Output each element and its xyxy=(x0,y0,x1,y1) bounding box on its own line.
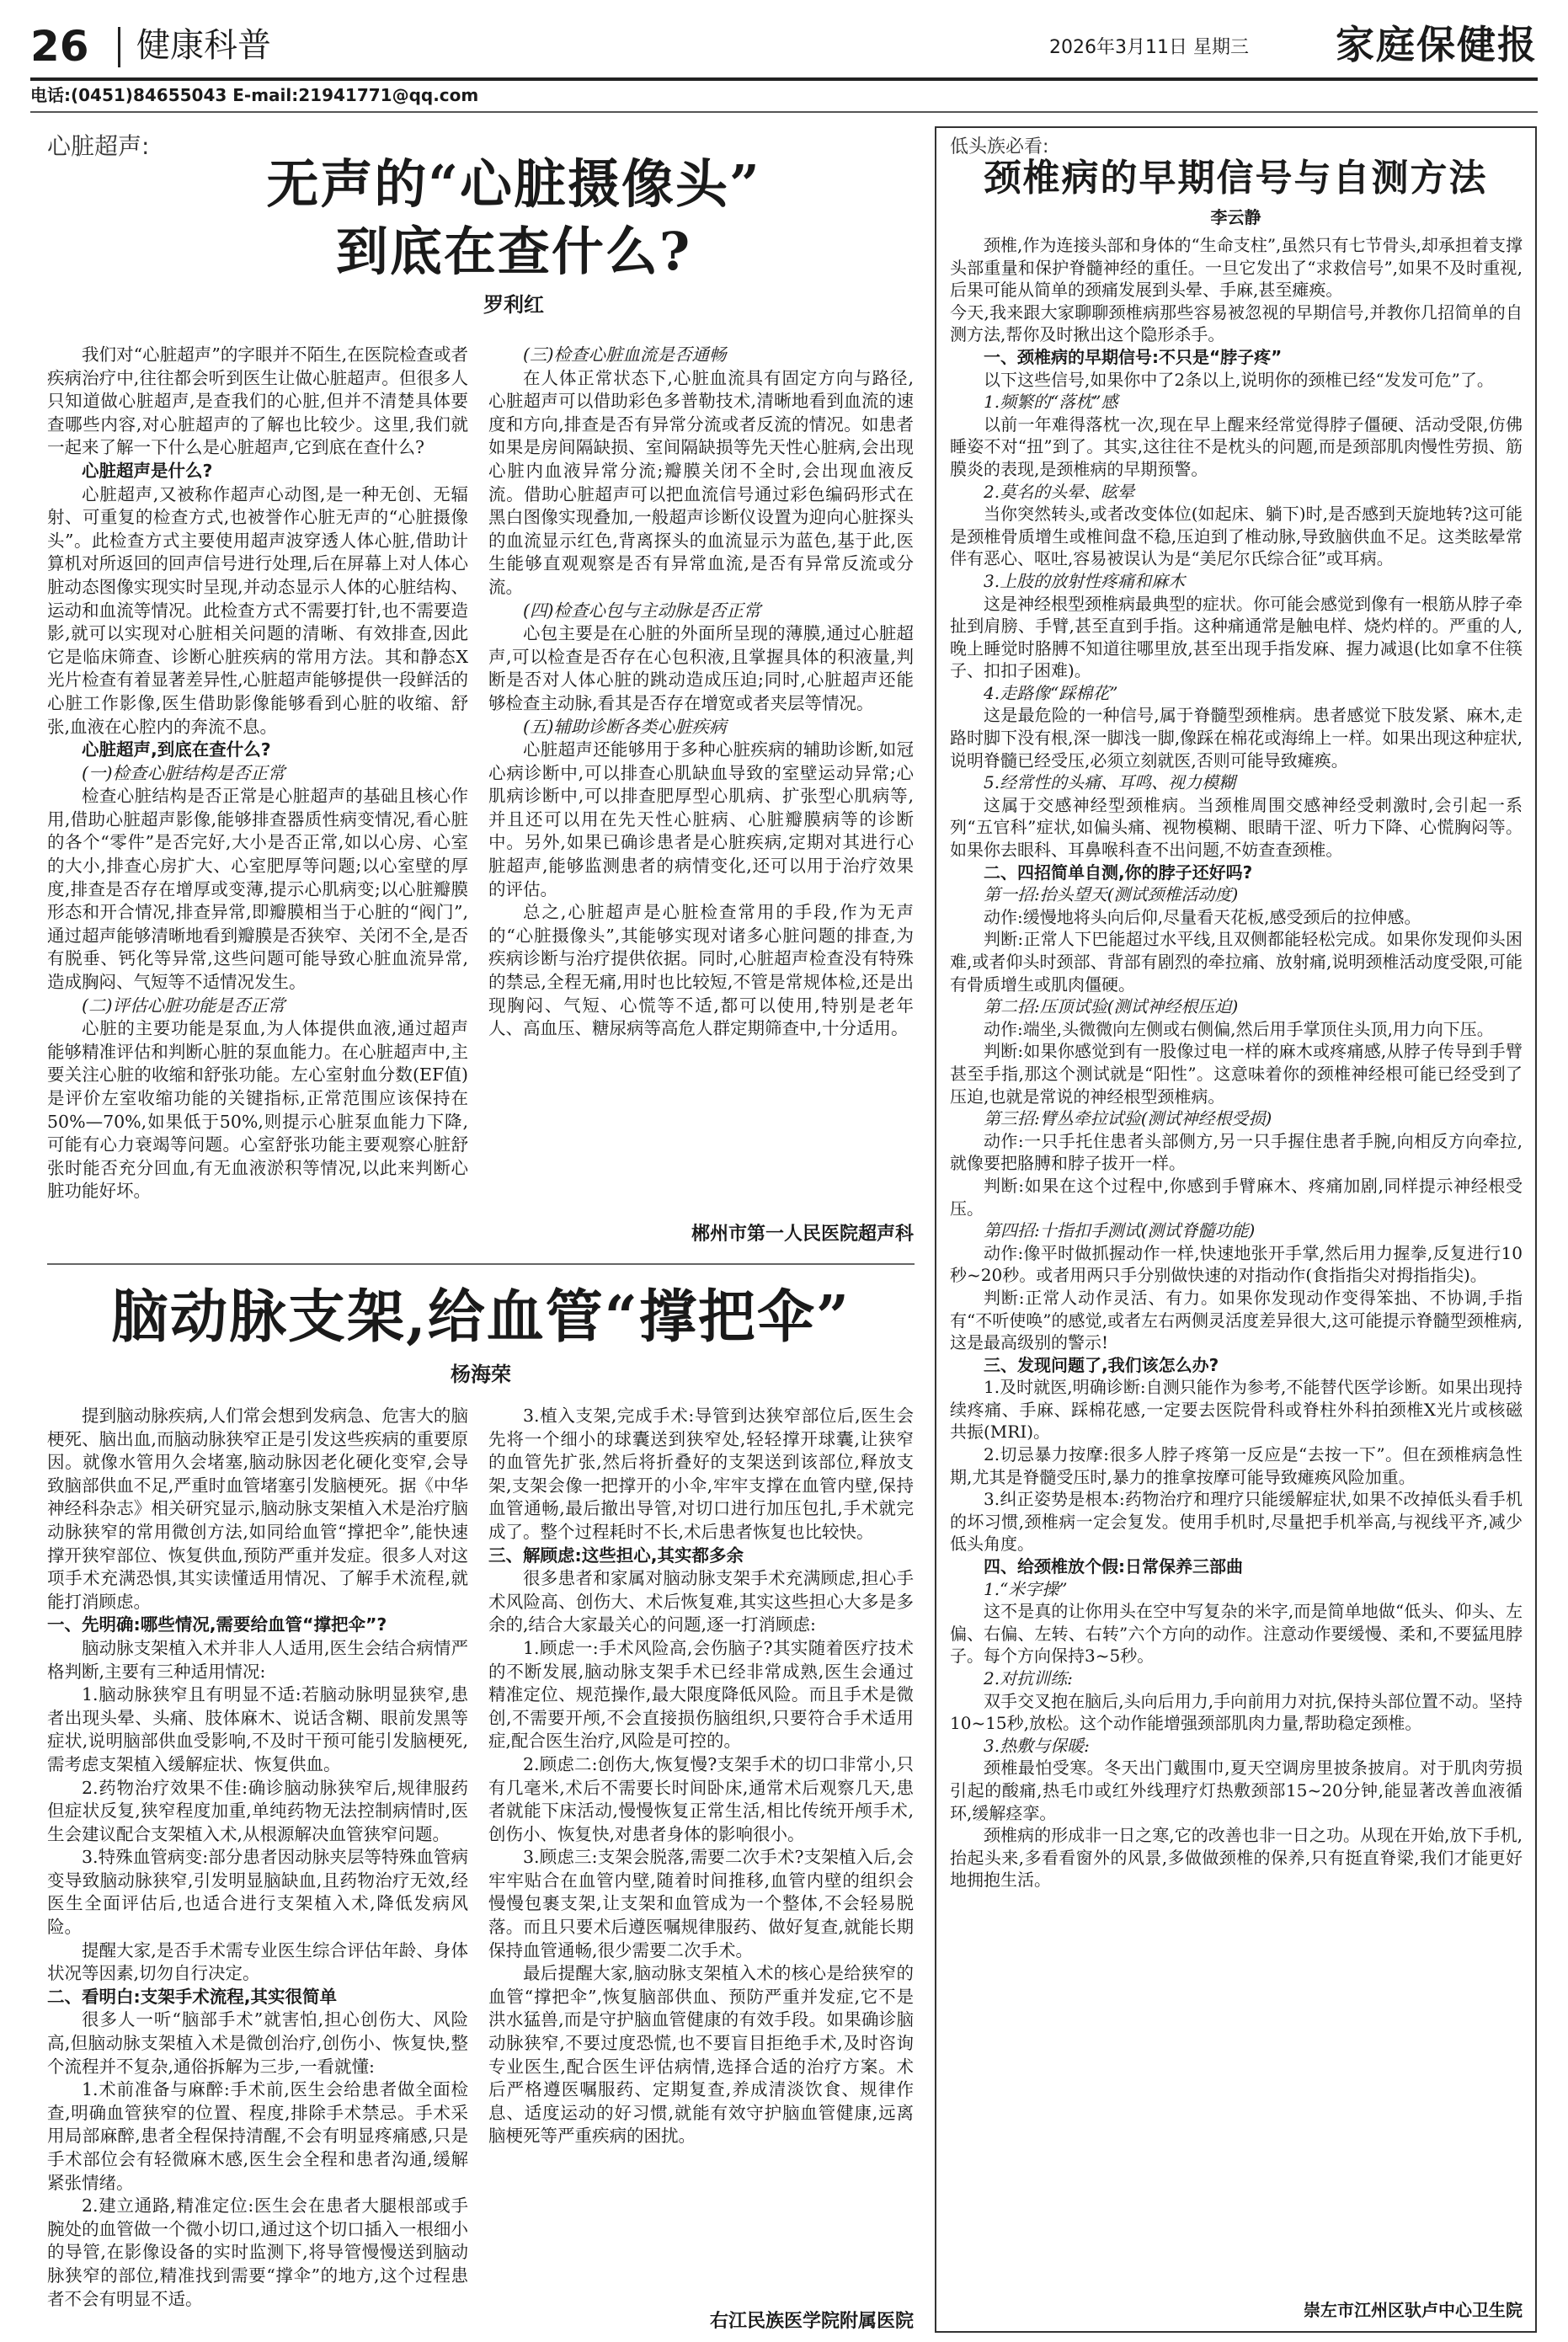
article3-title: 颈椎病的早期信号与自测方法 xyxy=(984,157,1488,200)
subsection-title: 3.上肢的放射性疼痛和麻木 xyxy=(984,570,1186,591)
subsection-title: (五)辅助诊断各类心脏疾病 xyxy=(523,716,727,737)
paragraph: 以前一年难得落枕一次,现在早上醒来经常觉得脖子僵硬、活动受限,仿佛睡姿不对“扭”到了。其实,这往往不是枕头的问题,而是颈部肌肉慢性劳损、筋膜炎的表现,是颈椎病的早期预警。 xyxy=(950,413,1523,479)
paragraph: 颈椎病的形成非一日之寒,它的改善也非一日之功。从现在开始,放下手机,抬起头来,多看看窗外的风景,多做做颈椎的保养,只有挺直脊梁,我们才能更好地拥抱生活。 xyxy=(950,1825,1523,1891)
header-divider xyxy=(118,27,120,67)
subheading: 二、看明白:支架手术流程,其实很简单 xyxy=(47,1986,337,2007)
paragraph: 提到脑动脉疾病,人们常会想到发病急、危害大的脑梗死、脑出血,而脑动脉狭窄正是引发这些疾病的重要原因。就像水管用久会堵塞,脑动脉因老化硬化变窄,会导致脑部供血不足,严重时血管堵塞引发脑梗死。据《中华神经科杂志》相关研究显示,脑动脉支架植入术是治疗脑动脉狭窄的常用微创方法,如同给血管“撑把伞”,能快速撑开狭窄部位、恢复供血,预防严重并发症。很多人对这项手术充满恐惧,其实读懂适用情况、了解手术流程,就能打消顾虑。 xyxy=(47,1406,468,1612)
paragraph: 当你突然转头,或者改变体位(如起床、躺下)时,是否感到天旋地转?这可能是颈椎骨质增生或椎间盘不稳,压迫到了椎动脉,导致脑供血不足。这类眩晕常伴有恶心、呕吐,容易被误认为是“美尼尔氏综合征”或耳病。 xyxy=(950,504,1523,569)
paragraph: 脑动脉支架植入术并非人人适用,医生会结合病情严格判断,主要有三种适用情况: xyxy=(47,1637,468,1682)
subsection-title: (四)检查心包与主动脉是否正常 xyxy=(523,600,761,621)
paragraph: 心包主要是在心脏的外面所呈现的薄膜,通过心脏超声,可以检查是否存在心包积液,且掌握具体的积液量,判断是否对人体心脏的跳动造成压迫;同时,心脏超声还能够检查主动脉,看其是否存在增宽或者夹层等情况。 xyxy=(488,623,914,713)
paragraph: 2.建立通路,精准定位:医生会在患者大腿根部或手腕处的血管做一个微小切口,通过这个切口插入一根细小的导管,在影像设备的实时监测下,将导管慢慢送到脑动脉狭窄的部位,精准找到需要“撑伞”的地方,这个过程患者不会有明显不适。 xyxy=(47,2195,468,2309)
paragraph: 3.特殊血管病变:部分患者因动脉夹层等特殊血管病变导致脑动脉狭窄,引发明显脑缺血,且药物治疗无效,经医生全面评估后,也适合进行支架植入术,降低发病风险。 xyxy=(47,1847,468,1938)
page-number: 26 xyxy=(30,22,89,71)
subsection-title: 1.“米字操” xyxy=(984,1578,1068,1599)
subsection-title: 第一招:抬头望天(测试颈椎活动度) xyxy=(984,884,1239,905)
paragraph: 最后提醒大家,脑动脉支架植入术的核心是给狭窄的血管“撑把伞”,恢复脑部供血、预防严重并发症,它不是洪水猛兽,而是守护脑血管健康的有效手段。如果确诊脑动脉狭窄,不要过度恐慌,也不要盲目拒绝手术,及时咨询专业医生,配合医生评估病情,选择合适的治疗方案。术后严格遵医嘱服药、定期复查,养成清淡饮食、规律作息、适度运动的好习惯,就能有效守护脑血管健康,远离脑梗死等严重疾病的困扰。 xyxy=(488,1963,914,2147)
paragraph: 颈椎,作为连接头部和身体的“生命支柱”,虽然只有七节骨头,却承担着支撑头部重量和保护脊髓神经的重任。一旦它发出了“求救信号”,如果不及时重视,后果可能从简单的颈痛发展到头晕、手麻,甚至瘫痪。 xyxy=(950,235,1523,301)
subsection-title: 2.莫名的头晕、眩晕 xyxy=(984,481,1135,502)
page-header xyxy=(30,19,1538,76)
article1-column1 xyxy=(47,344,468,1249)
subsection-title: (一)检查心脏结构是否正常 xyxy=(82,762,285,783)
article1-title-line1: 无声的“心脏摄像头” xyxy=(266,153,761,215)
paragraph: 我们对“心脏超声”的字眼并不陌生,在医院检查或者疾病治疗中,往往都会听到医生让做心脏超声。但很多人只知道做心脏超声,是查我们的心脏,但并不清楚具体要查哪些内容,对心脏超声的了解也比较少。这里,我们就一起来了解一下什么是心脏超声,它到底在查什么? xyxy=(47,344,468,458)
article2-title: 脑动脉支架,给血管“撑把伞” xyxy=(111,1283,851,1351)
paragraph: 今天,我来跟大家聊聊颈椎病那些容易被忽视的早期信号,并教你几招简单的自测方法,帮你及时揪出这个隐形杀手。 xyxy=(950,301,1523,345)
subheading: 心脏超声是什么? xyxy=(82,460,213,481)
paragraph: 这不是真的让你用头在空中写复杂的米字,而是简单地做“低头、仰头、左偏、右偏、左转、右转”六个方向的动作。注意动作要缓慢、柔和,不要猛甩脖子。每个方向保持3~5秒。 xyxy=(950,1601,1523,1667)
article2-column1 xyxy=(47,1405,468,2310)
paragraph: 双手交叉抱在脑后,头向后用力,手向前用力对抗,保持头部位置不动。坚持10~15秒,放松。这个动作能增强颈部肌肉力量,帮助稳定颈椎。 xyxy=(950,1690,1523,1734)
article2-column2 xyxy=(488,1405,914,2314)
subheading: 三、解顾虑:这些担心,其实都多余 xyxy=(488,1544,744,1566)
paragraph: 判断:正常人动作灵活、有力。如果你发现动作变得笨拙、不协调,手指有“不听使唤”的感觉,或者左右两侧灵活度差异很大,这可能提示脊髓型颈椎病,这是最高级别的警示! xyxy=(950,1287,1523,1353)
subsection-title: 2.对抗训练: xyxy=(984,1668,1073,1688)
subsection-title: 第二招:压顶试验(测试神经根压迫) xyxy=(984,996,1239,1017)
subheading: 一、颈椎病的早期信号:不只是“脖子疼” xyxy=(984,346,1283,367)
article2-source: 右江民族医学院附属医院 xyxy=(709,2311,914,2332)
subheading: 四、给颈椎放个假:日常保养三部曲 xyxy=(984,1556,1243,1577)
paragraph: 心脏的主要功能是泵血,为人体提供血液,通过超声能够精准评估和判断心脏的泵血能力。在心脏超声中,主要关注心脏的收缩和舒张功能。左心室射血分数(EF值)是评价左室收缩功能的关键指标,正常范围应该保持在50%—70%,如果低于50%,则提示心脏泵血能力下降,可能有心力衰竭等问题。心室舒张功能主要观察心脏舒张时能否充分回血,有无血液淤积等情况,以此来判断心脏功能好坏。 xyxy=(47,1018,468,1202)
paragraph: 颈椎最怕受寒。冬天出门戴围巾,夏天空调房里披条披肩。对于肌肉劳损引起的酸痛,热毛巾或红外线理疗灯热敷颈部15~20分钟,能显著改善血液循环,缓解痉挛。 xyxy=(950,1758,1523,1823)
article2-author: 杨海荣 xyxy=(451,1363,511,1386)
paragraph: 动作:像平时做抓握动作一样,快速地张开手掌,然后用力握拳,反复进行10秒~20秒。或者用两只手分别做快速的对指动作(食指指尖对拇指指尖)。 xyxy=(950,1242,1523,1286)
paragraph: 动作:缓慢地将头向后仰,尽量看天花板,感受颈后的拉伸感。 xyxy=(984,906,1421,927)
paragraph: 2.切忌暴力按摩:很多人脖子疼第一反应是“去按一下”。但在颈椎病急性期,尤其是脊髓受压时,暴力的推拿按摩可能导致瘫痪风险加重。 xyxy=(950,1444,1523,1487)
newspaper-name: 家庭保健报 xyxy=(1336,22,1538,67)
subheading: 一、先明确:哪些情况,需要给血管“撑把伞”? xyxy=(47,1614,387,1635)
subsection-title: 5.经常性的头痛、耳鸣、视力模糊 xyxy=(984,772,1236,793)
contact-line: 电话:(0451)84655043 E-mail:21941771@qq.com xyxy=(30,85,479,105)
paragraph: 动作:端坐,头微微向左侧或右侧偏,然后用手掌顶住头顶,用力向下压。 xyxy=(984,1018,1494,1039)
paragraph: 判断:如果在这个过程中,你感到手臂麻木、疼痛加剧,同样提示神经根受压。 xyxy=(950,1175,1523,1219)
paragraph: 1.顾虑一:手术风险高,会伤脑子?其实随着医疗技术的不断发展,脑动脉支架手术已经非常成熟,医生会通过精准定位、规范操作,最大限度降低风险。而且手术是微创,不需要开颅,不会直接损伤脑组织,只要符合手术适用症,配合医生治疗,风险是可控的。 xyxy=(488,1637,914,1752)
paragraph: 在人体正常状态下,心脏血流具有固定方向与路径,心脏超声可以借助彩色多普勒技术,清晰地看到血流的速度和方向,排查是否有异常分流或者反流的情况。如患者如果是房间隔缺损、室间隔缺损等先天性心脏病,会出现心脏内血液异常分流;瓣膜关闭不全时,会出现血液反流。借助心脏超声可以把血流信号通过彩色编码形式在黑白图像实现叠加,一般超声诊断仪设置为迎向心脏探头的血流显示红色,背离探头的血流显示为蓝色,基于此,医生能够直观观察是否有异常血流,是否有异常反流或分流。 xyxy=(488,367,914,597)
paragraph: 总之,心脏超声是心脏检查常用的手段,作为无声的“心脏摄像头”,其能够实现对诸多心脏问题的排查,为疾病诊断与治疗提供依据。同时,心脏超声检查没有特殊的禁忌,全程无痛,用时也比较短,不管是常规体检,还是出现胸闷、气短、心慌等不适,都可以使用,特别是老年人、高血压、糖尿病等高危人群定期筛查中,十分适用。 xyxy=(488,902,914,1039)
article1-title-line2: 到底在查什么? xyxy=(335,221,692,282)
paragraph: 3.植入支架,完成手术:导管到达狭窄部位后,医生会先将一个细小的球囊送到狭窄处,轻轻撑开球囊,让狭窄的血管先扩张,然后将折叠好的支架送到该部位,释放支架,支架会像一把撑开的小伞,牢牢支撑在血管内壁,保持血管通畅,最后撤出导管,对切口进行加压包扎,手术就完成了。整个过程耗时不长,术后患者恢复也比较快。 xyxy=(488,1406,914,1542)
subheading: 二、四招简单自测,你的脖子还好吗? xyxy=(984,862,1253,883)
issue-date: 2026年3月11日 星期三 xyxy=(1049,37,1249,58)
paragraph: 1.术前准备与麻醉:手术前,医生会给患者做全面检查,明确血管狭窄的位置、程度,排除手术禁忌。手术采用局部麻醉,患者全程保持清醒,不会有明显疼痛感,只是手术部位会有轻微麻木感,医生会全程和患者沟通,缓解紧张情绪。 xyxy=(47,2079,468,2193)
article3-kicker: 低头族必看: xyxy=(950,136,1049,157)
article3-source: 崇左市江州区驮卢中心卫生院 xyxy=(1304,2300,1523,2320)
paragraph: 2.顾虑二:创伤大,恢复慢?支架手术的切口非常小,只有几毫米,术后不需要长时间卧床,通常术后观察几天,患者就能下床活动,慢慢恢复正常生活,相比传统开颅手术,创伤小、恢复快,对患者身体的影响很小。 xyxy=(488,1753,914,1844)
paragraph: 很多人一听“脑部手术”就害怕,担心创伤大、风险高,但脑动脉支架植入术是微创治疗,创伤小、恢复快,整个流程并不复杂,通俗拆解为三步,一看就懂: xyxy=(47,2009,468,2077)
paragraph: 提醒大家,是否手术需专业医生综合评估年龄、身体状况等因素,切勿自行决定。 xyxy=(47,1939,468,1984)
paragraph: 2.药物治疗效果不佳:确诊脑动脉狭窄后,规律服药但症状反复,狭窄程度加重,单纯药物无法控制病情时,医生会建议配合支架植入术,从根源解决血管狭窄问题。 xyxy=(47,1777,468,1844)
paragraph: 这是神经根型颈椎病最典型的症状。你可能会感觉到像有一根筋从脖子牵扯到肩膀、手臂,甚至直到手指。这种痛通常是触电样、烧灼样的。严重的人,晚上睡觉时胳膊不知道往哪里放,甚至出现手指发麻、握力减退(比如拿不住筷子、扣扣子困难)。 xyxy=(950,593,1523,681)
paragraph: 3.纠正姿势是根本:药物治疗和理疗只能缓解症状,如果不改掉低头看手机的坏习惯,颈椎病一定会复发。使用手机时,尽量把手机举高,与视线平齐,减少低头角度。 xyxy=(950,1489,1523,1555)
article-divider xyxy=(47,1263,915,1265)
article3-author: 李云静 xyxy=(1210,207,1261,227)
paragraph: 动作:一只手托住患者头部侧方,另一只手握住患者手腕,向相反方向牵拉,就像要把胳膊和脖子拔开一样。 xyxy=(950,1130,1523,1174)
paragraph: 1.及时就医,明确诊断:自测只能作为参考,不能替代医学诊断。如果出现持续疼痛、手麻、踩棉花感,一定要去医院骨科或脊柱外科拍颈椎X光片或核磁共振(MRI)。 xyxy=(950,1377,1523,1443)
paragraph: 这属于交感神经型颈椎病。当颈椎周围交感神经受刺激时,会引起一系列“五官科”症状,如偏头痛、视物模糊、眼睛干涩、听力下降、心慌胸闷等。如果你去眼科、耳鼻喉科查不出问题,不妨查查颈椎。 xyxy=(950,794,1523,861)
paragraph: 检查心脏结构是否正常是心脏超声的基础且核心作用,借助心脏超声影像,能够排查器质性病变情况,看心脏的各个“零件”是否完好,大小是否正常,如以心房、心室的大小,排查心房扩大、心室肥厚等问题;以心室壁的厚度,排查是否存在增厚或变薄,提示心肌病变;以心脏瓣膜形态和开合情况,排查异常,即瓣膜相当于心脏的“阀门”,通过超声能够清晰地看到瓣膜是否狭窄、关闭不全,是否有脱垂、钙化等异常,这些问题可能导致心脏血流异常,造成胸闷、气短等不适情况发生。 xyxy=(47,786,468,993)
article1-column2 xyxy=(488,344,914,1219)
paragraph: 3.顾虑三:支架会脱落,需要二次手术?支架植入后,会牢牢贴合在血管内壁,随着时间推移,血管内壁的组织会慢慢包裹支架,让支架和血管成为一个整体,不会轻易脱落。而且只要术后遵医嘱规律服药、做好复查,就能长期保持血管通畅,很少需要二次手术。 xyxy=(488,1847,914,1961)
section-title: 健康科普 xyxy=(136,26,271,65)
article1-author: 罗利红 xyxy=(483,293,544,317)
subsection-title: 第四招:十指扣手测试(测试脊髓功能) xyxy=(984,1220,1256,1241)
subsection-title: 第三招:臂丛牵拉试验(测试神经根受损) xyxy=(984,1108,1272,1129)
paragraph: 判断:正常人下巴能超过水平线,且双侧都能轻松完成。如果你发现仰头困难,或者仰头时颈部、背部有剧烈的牵拉痛、放射痛,说明颈椎活动度受限,可能有骨质增生或肌肉僵硬。 xyxy=(950,929,1523,995)
paragraph: 1.脑动脉狭窄且有明显不适:若脑动脉明显狭窄,患者出现头晕、头痛、肢体麻木、说话含糊、眼前发黑等症状,说明脑部供血受影响,不及时干预可能引发脑梗死,需考虑支架植入缓解症状、恢复供血。 xyxy=(47,1684,468,1774)
subheading: 三、发现问题了,我们该怎么办? xyxy=(984,1354,1219,1375)
paragraph: 心脏超声,又被称作超声心动图,是一种无创、无辐射、可重复的检查方式,也被誉作心脏无声的“心脏摄像头”。此检查方式主要使用超声波穿透人体心脏,借助计算机对所返回的回声信号进行处理,后在屏幕上对人体心脏动态图像实现实时呈现,并动态显示人体的心脏结构、运动和血流等情况。此检查方式不需要打针,也不需要造影,就可以实现对心脏相关问题的清晰、有效排查,因此它是临床筛查、诊断心脏疾病的常用方法。其和静态X光片检查有着显著差异性,心脏超声能够提供一段鲜活的心脏工作影像,医生借助影像能够看到心脏的收缩、舒张,血液在心腔内的奔流不息。 xyxy=(47,483,468,737)
paragraph: 以下这些信号,如果你中了2条以上,说明你的颈椎已经“发发可危”了。 xyxy=(984,369,1494,390)
article1-kicker: 心脏超声: xyxy=(47,132,150,160)
paragraph: 心脏超声还能够用于多种心脏疾病的辅助诊断,如冠心病诊断中,可以排查心肌缺血导致的室壁运动异常;心肌病诊断中,可以排查肥厚型心肌病、扩张型心肌病等,并且还可以用在先天性心脏病、心脏瓣膜病等的诊断中。另外,如果已确诊患者是心脏疾病,定期对其进行心脏超声,能够监测患者的病情变化,还可以用于治疗效果的评估。 xyxy=(488,739,914,899)
subsection-title: (三)检查心脏血流是否通畅 xyxy=(523,344,727,365)
article3-body xyxy=(950,234,1523,2289)
paragraph: 这是最危险的一种信号,属于脊髓型颈椎病。患者感觉下肢发紧、麻木,走路时脚下没有根,深一脚浅一脚,像踩在棉花或海绵上一样。如果出现这种症状,说明脊髓已经受压,必须立刻就医,否则可能导致瘫痪。 xyxy=(950,705,1523,771)
subheading: 心脏超声,到底在查什么? xyxy=(82,739,271,760)
subsection-title: (二)评估心脏功能是否正常 xyxy=(82,995,285,1016)
paragraph: 很多患者和家属对脑动脉支架手术充满顾虑,担心手术风险高、创伤大、术后恢复难,其实这些担心大多是多余的,结合大家最关心的问题,逐一打消顾虑: xyxy=(488,1568,914,1635)
subsection-title: 1.频繁的“落枕”感 xyxy=(984,392,1118,413)
subsection-title: 3.热敷与保暖: xyxy=(984,1735,1090,1756)
header-rule xyxy=(30,77,1538,81)
paragraph: 判断:如果你感觉到有一股像过电一样的麻木或疼痛感,从脖子传导到手臂甚至手指,那这个测试就是“阳性”。这意味着你的颈椎神经根可能已经受到了压迫,也就是常说的神经根型颈椎病。 xyxy=(950,1041,1523,1107)
article1-source: 郴州市第一人民医院超声科 xyxy=(691,1224,914,1245)
subsection-title: 4.走路像“踩棉花” xyxy=(984,682,1118,703)
contact-rule xyxy=(30,111,1538,113)
